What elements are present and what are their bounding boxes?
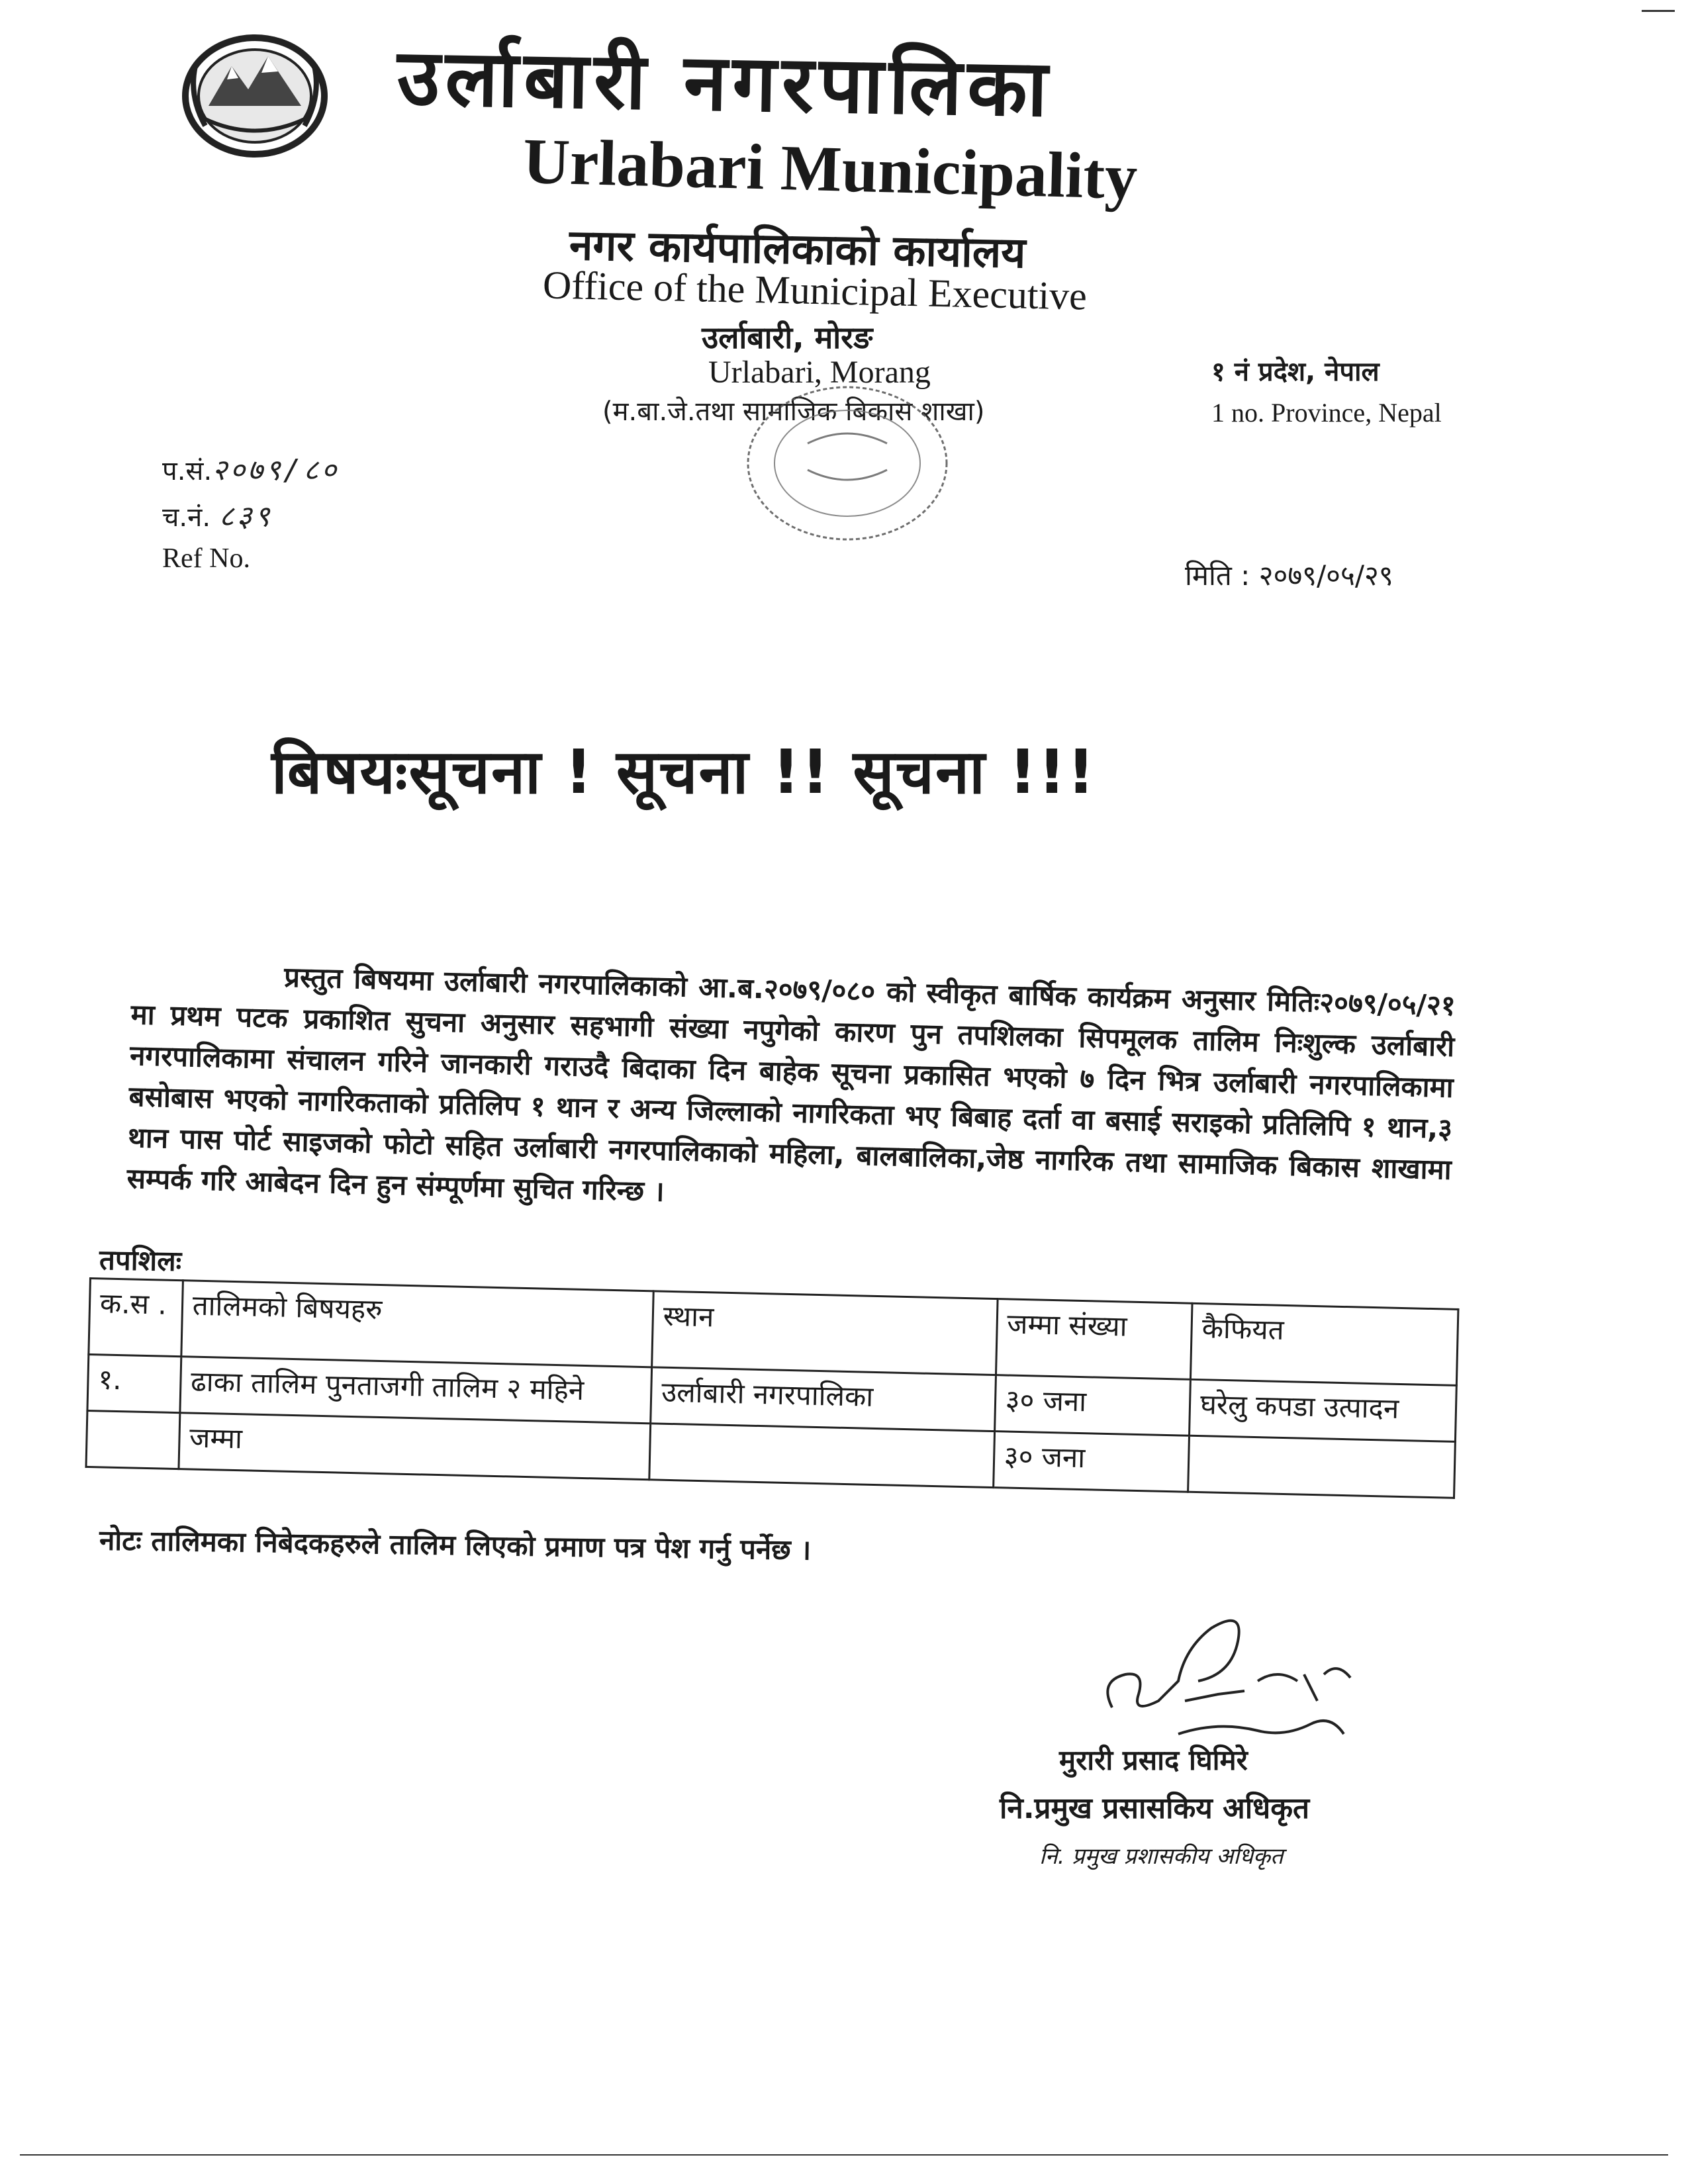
municipality-name-np: उर्लाबारी नगरपालिका [396,31,1054,134]
header-sn: क.स . [89,1279,183,1357]
office-name-np: नगर कार्यपालिकाको कार्यालय [569,220,1026,279]
notice-date: मिति : २०७९/०५/२९ [1185,559,1393,592]
footer-line [20,2154,1668,2156]
ref-ps [162,449,339,488]
header-remarks: कैफियत [1191,1303,1458,1385]
municipality-name-en: Urlabari Municipality [522,125,1139,214]
cell-empty [1188,1435,1456,1498]
note: नोटः तालिमका निबेदकहरुले तालिम लिएको प्रमाण पत्र पेश गर्नु पर्नेछ । [99,1524,812,1567]
cell-empty [649,1424,994,1488]
ref-no-label: Ref No. [162,543,250,574]
ref-cn-value: ८३९ [218,500,273,533]
signatory-name: मुरारी प्रसाद घिमिरे [1059,1744,1248,1776]
header-training-subject: तालिमको बिषयहरु [181,1281,654,1367]
cell-empty [86,1410,180,1469]
ref-ps-value: २०७९/८० [212,453,339,487]
corner-mark [1642,10,1675,12]
municipality-emblem-icon [169,26,341,159]
cell-sn: १. [87,1355,181,1413]
ref-cn [162,495,272,535]
cell-remarks: घरेलु कपडा उत्पादन [1190,1379,1457,1441]
office-name-en: Office of the Municipal Executive [542,263,1088,318]
signatory-title: नि.प्रमुख प्रसासकिय अधिकृत [1000,1792,1310,1825]
section-name: (म.बा.जे.तथा सामाजिक बिकास शाखा) [602,396,985,427]
header-location: स्थान [652,1291,998,1375]
cell-location: उर्लाबारी नगरपालिका [651,1367,996,1432]
province-en: 1 no. Province, Nepal [1211,398,1442,428]
signature-icon [1086,1602,1377,1754]
office-stamp-icon [728,371,966,556]
signatory-stamp-title: नि. प्रमुख प्रशासकीय अधिकृत [1039,1843,1284,1870]
cell-total-label: जम्मा [179,1413,651,1480]
cell-total-value: ३० जना [993,1432,1189,1492]
header-total-count: जम्मा संख्या [996,1299,1192,1380]
ref-ps-label: प.सं. [162,456,212,486]
ref-cn-label: च.नं. [162,502,211,533]
notice-body [126,953,1456,1232]
city-en: Urlabari, Morang [708,355,931,390]
notice-subject: बिषयःसूचना ! सूचना !! सूचना !!! [271,737,1096,807]
province-np: १ नं प्रदेश, नेपाल [1211,357,1380,387]
training-table [85,1277,1459,1499]
cell-training-subject: ढाका तालिम पुनताजगी तालिम २ महिने [180,1357,652,1424]
notice-body-text: प्रस्तुत बिषयमा उर्लाबारी नगरपालिकाको आ.ब.२०७९/०८० को स्वीकृत बार्षिक कार्यक्रम अनुसार मितिः२०७९/०५/२१ मा प्रथम पटक प्रकाशित सुचना अनुसार सहभागी संख्या नपुगेको कारण पुन तपशिलका सिपमूलक तालिम निःशुल्क उर्लाबारी नगरपालिकामा संचालन गरिने जानकारी गराउदै बिदाका दिन बाहेक सूचना प्रकासित भएको ७ दिन भित्र उर्लाबारी नगरपालिकामा बसोबास भएको नागरिकताको प्रतिलिप १ थान र अन्य जिल्लाको नागरिकता भए बिबाह दर्ता वा बसाई सराइको प्रतिलिपि १ थान,३ थान पास पोर्ट साइजको फोटो सहित उर्लाबारी नगरपालिकाको महिला, बालबालिका,जेष्ठ नागरिक तथा सामाजिक बिकास शाखामा सम्पर्क गरि आबेदन दिन हुन संम्पूर्णमा सुचित गरिन्छ । [126,960,1456,1208]
details-label: तपशिलः [99,1243,182,1278]
cell-count: ३० जना [994,1375,1190,1436]
city-np: उर्लाबारी, मोरङ [702,320,873,355]
